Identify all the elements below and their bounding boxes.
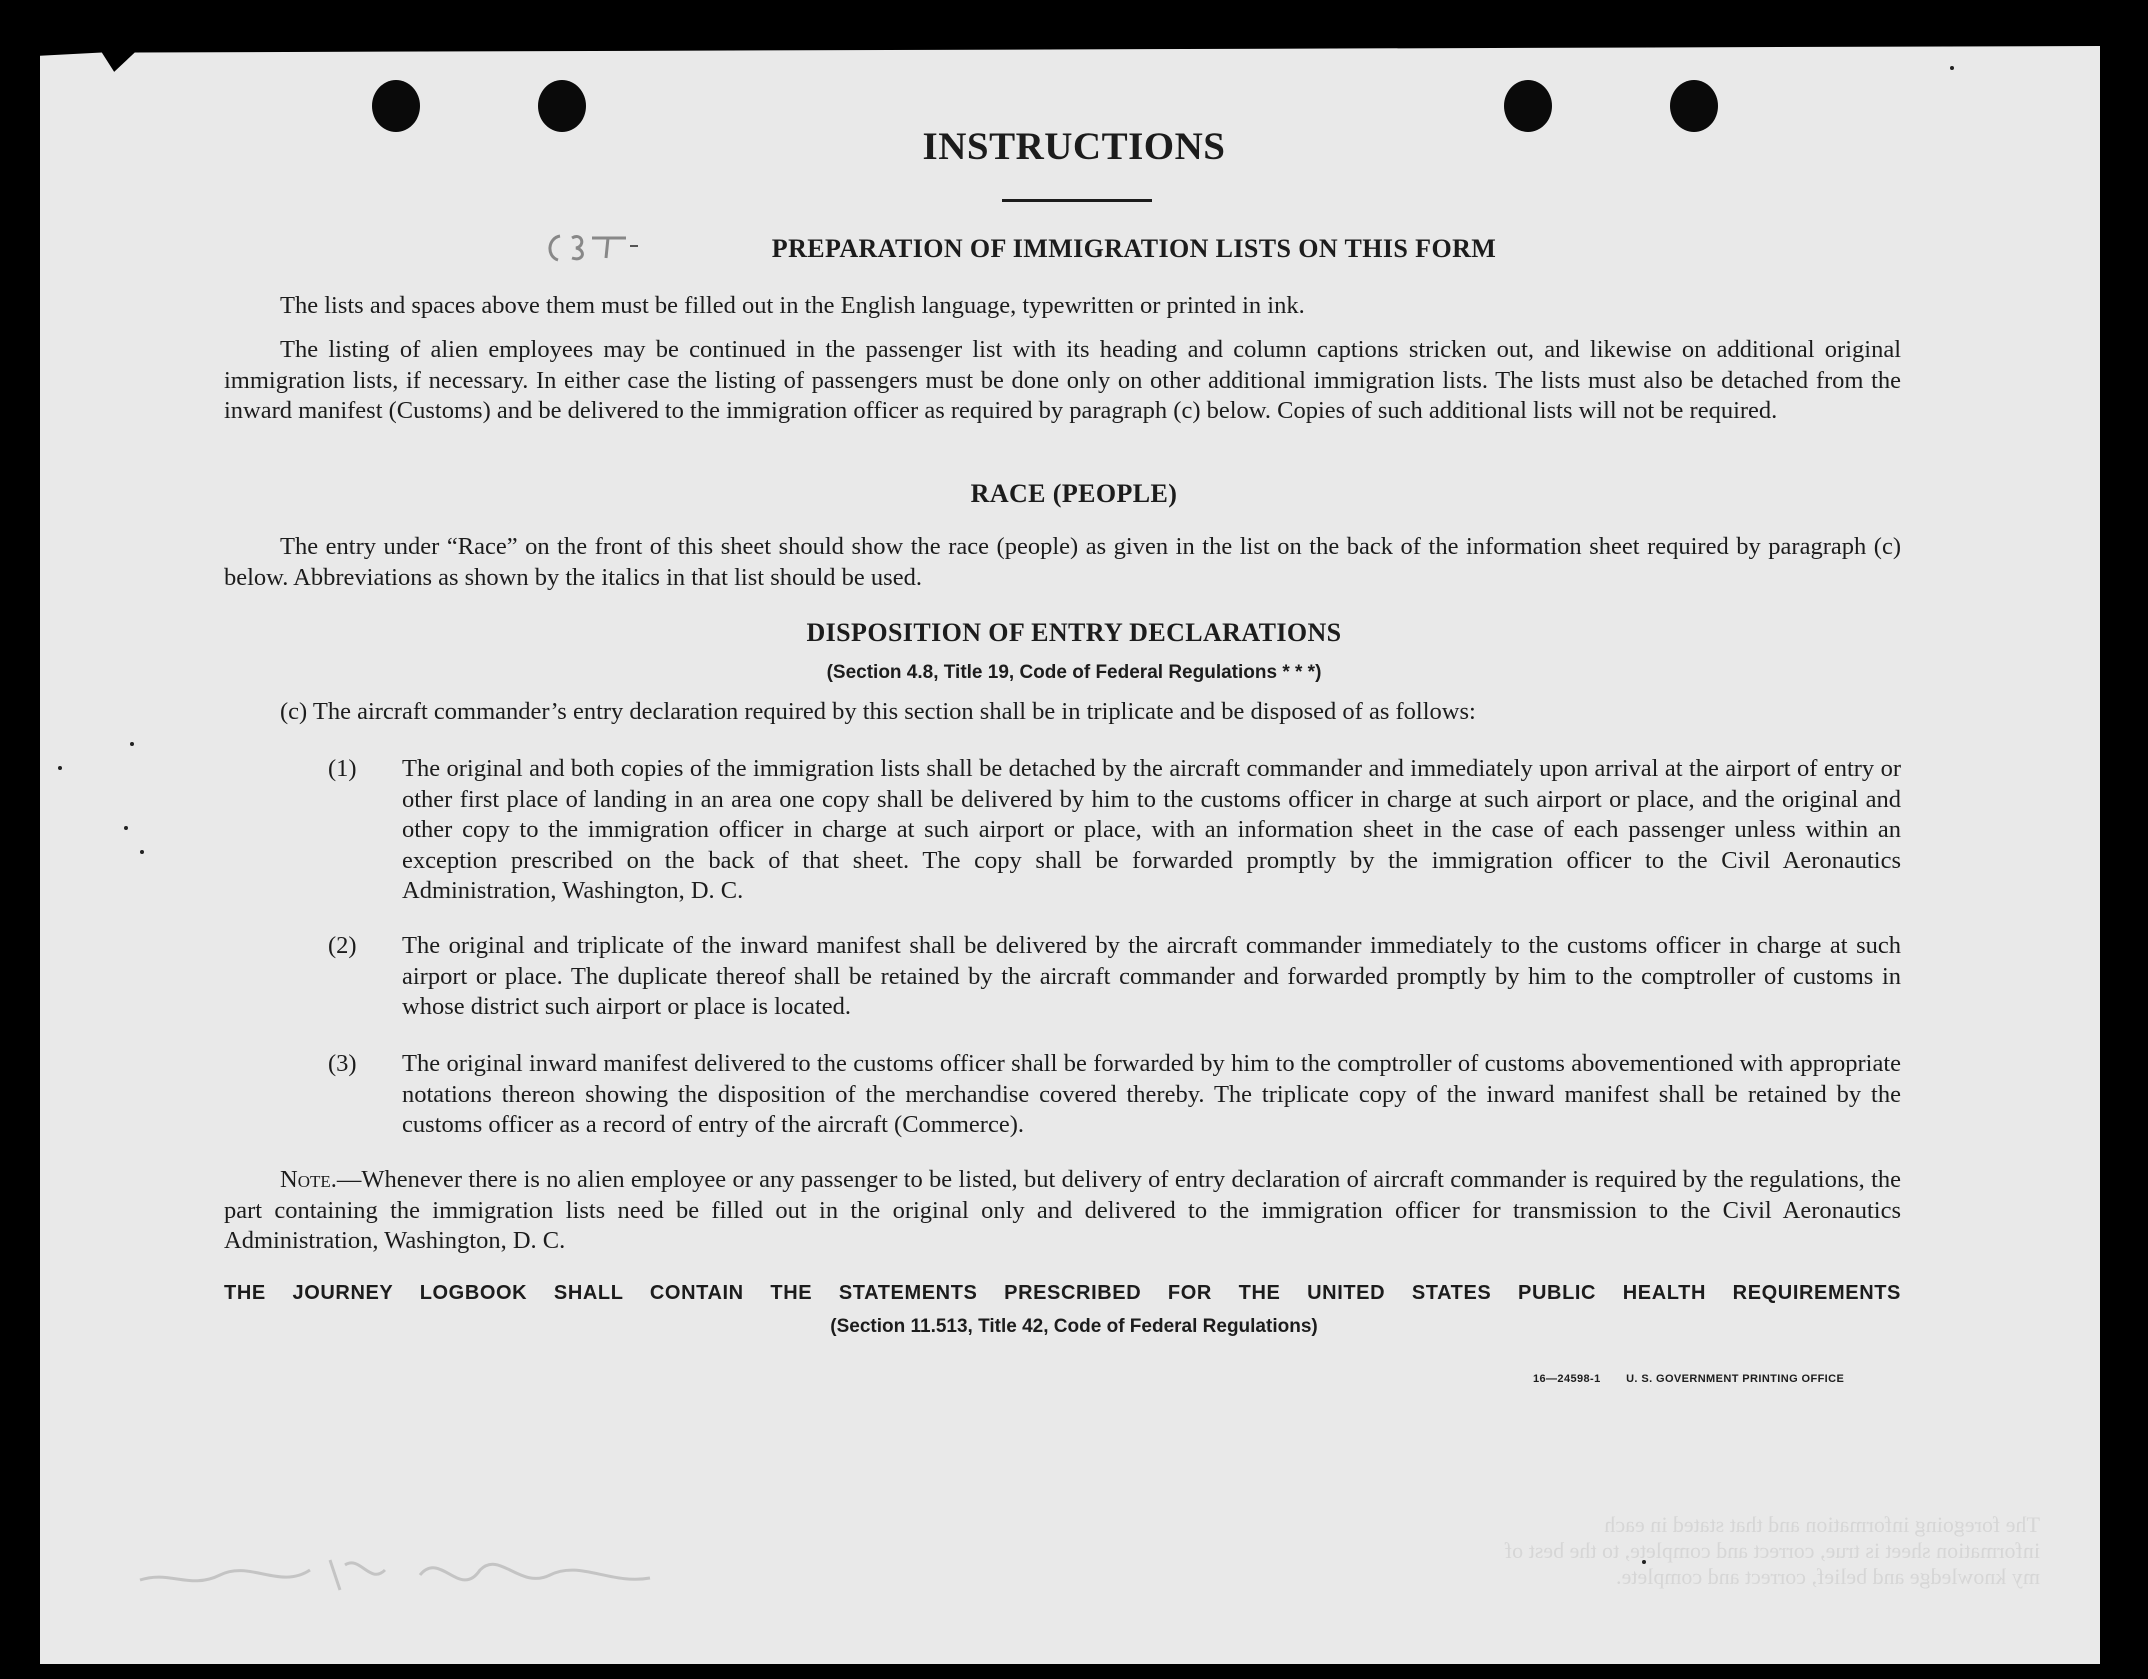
list-item [328,1049,1901,1141]
section-citation: (Section 4.8, Title 19, Code of Federal Regulations * * *) [826,662,1322,683]
section-heading: DISPOSITION OF ENTRY DECLARATIONS [806,618,1342,647]
list-item-text: The original and triplicate of the inward manifest shall be delivered by the aircraft commander immediately to the customs officer in charge at such airport or place. The duplicate thereof shall be retained by the aircraft commander and forwarded promptly by him to the comptroller of customs in whose district such airport or place is located. [402,932,1901,1020]
signature-bleed [130,1530,670,1610]
section-heading: RACE (PEOPLE) [970,479,1178,508]
section-heading: PREPARATION OF IMMIGRATION LISTS ON THIS FORM [771,234,1497,263]
form-number: 16—24598-1 [1533,1373,1601,1385]
list-item [328,931,1901,1023]
list-item-number: (3) [328,1050,357,1077]
note-paragraph [224,1165,1901,1257]
ink-speck [58,766,62,770]
print-footer [1533,1373,1844,1385]
paragraph: The entry under “Race” on the front of this sheet should show the race (people) as given in the list on the back of the information sheet required by paragraph (c) below. Abbreviations as shown by the italics in that list should be used. [224,533,1901,591]
ink-speck [1950,66,1954,70]
ink-speck [140,850,144,854]
paragraph: The lists and spaces above them must be filled out in the English language, typewritten or printed in ink. [280,292,1305,319]
list-item [328,754,1901,907]
note-label: Note. [280,1166,337,1193]
ink-speck [130,742,134,746]
paragraph: The listing of alien employees may be continued in the passenger list with its heading and column captions stricken out, and likewise on additional original immigration lists, if necessary. In either case the listing of passengers must be done only on other additional immigration lists. The lists must also be detached from the inward manifest (Customs) and be delivered to the immigration officer as required by paragraph (c) below. Copies of such additional lists will not be required. [224,336,1901,424]
bleed-through-text: The foregoing information and that stated in each information sheet is true, correct and complete, to the best of my knowledge and belief, correct and complete. [1504,1512,2040,1589]
list-item-number: (2) [328,932,357,959]
list-item-number: (1) [328,755,357,782]
ink-speck [124,826,128,830]
title-rule [1002,199,1152,202]
document-title: INSTRUCTIONS [922,125,1226,168]
health-citation: (Section 11.513, Title 42, Code of Federal Regulations) [830,1316,1318,1337]
list-item-text: The original and both copies of the immigration lists shall be detached by the aircraft commander and immediately upon arrival at the airport of entry or other first place of landing in an area one copy shall be delivered by him to the customs officer in charge at such airport or place, and the original and other copy to the immigration officer in charge at such airport or place, with an information sheet in the case of each passenger unless within an exception prescribed on the back of that sheet. The copy shall be forwarded promptly by the immigration officer to the Civil Aeronautics Administration, Washington, D. C. [402,755,1901,904]
list-item-text: The original inward manifest delivered to the customs officer shall be forwarded by him to the comptroller of customs abovementioned with appropriate notations thereon showing the disposition of the merchandise covered thereby. The triplicate copy of the inward manifest shall be retained by the customs officer as a record of entry of the aircraft (Commerce). [402,1050,1901,1138]
printer-credit: U. S. GOVERNMENT PRINTING OFFICE [1626,1373,1845,1385]
health-statement: THE JOURNEY LOGBOOK SHALL CONTAIN THE STATEMENTS PRESCRIBED FOR THE UNITED STATES PUBLIC HEALTH REQUIREMENTS [224,1282,1901,1304]
paragraph-intro: (c) The aircraft commander’s entry declaration required by this section shall be in triplicate and be disposed of as follows: [280,698,1476,725]
note-text: —Whenever there is no alien employee or any passenger to be listed, but delivery of entry declaration of aircraft commander is required by the regulations, the part containing the immigration lists need be filled out in the original only and delivered to the immigration officer for transmission to the Civil Aeronautics Administration, Washington, D. C. [224,1166,1901,1254]
